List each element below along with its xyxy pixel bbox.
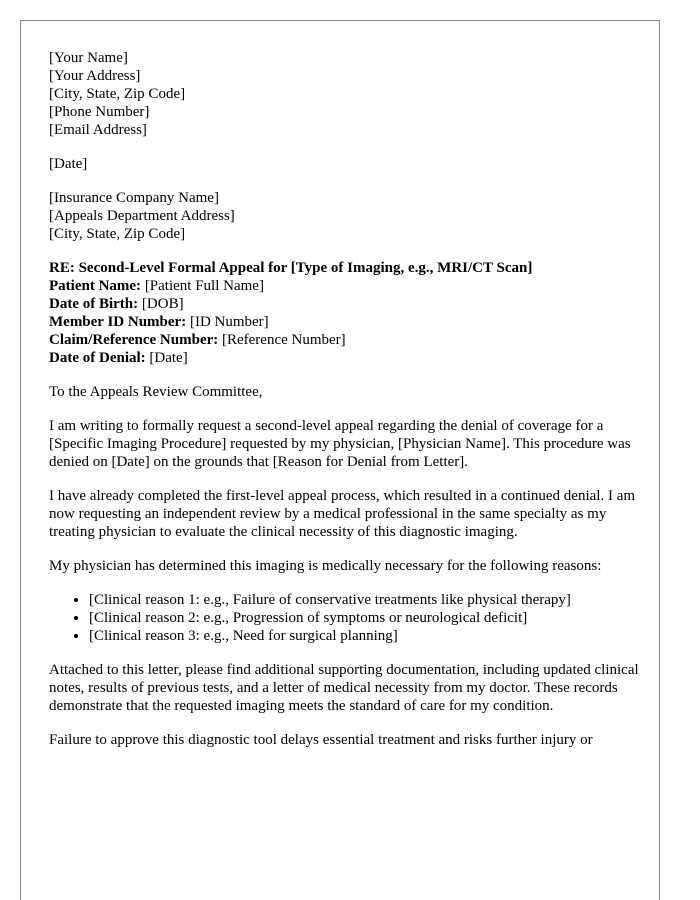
paragraph-first-level: I have already completed the first-level appeal process, which resulted in a continued denial. I am now requesting an independent review by a medical professional in the same specialty as my treating physician to evaluate the clinical necessity of this diagnostic imaging. [49, 488, 636, 540]
member-id-value: [ID Number] [186, 314, 269, 330]
dob-label: Date of Birth: [49, 296, 139, 312]
denial-date-line [49, 349, 639, 367]
dob-value: [DOB] [138, 296, 184, 312]
claim-value: [Reference Number] [218, 332, 346, 348]
letter-date: [Date] [49, 156, 88, 172]
re-subject: RE: Second-Level Formal Appeal for [Type of Imaging, e.g., MRI/CT Scan] [49, 260, 533, 276]
recipient-city-state-zip: [City, State, Zip Code] [49, 226, 186, 242]
letter-content [49, 49, 639, 765]
letter-page [20, 20, 660, 900]
paragraph-necessity: My physician has determined this imaging is medically necessary for the following reasons: [49, 558, 602, 574]
sender-city-state-zip: [City, State, Zip Code] [49, 86, 186, 102]
paragraph-request: I am writing to formally request a second-level appeal regarding the denial of coverage for a [Specific Imaging Procedure] requested by my physician, [Physician Name]. This procedure was denied on [Date] on the grounds that [Reason for Denial from Letter]. [49, 418, 631, 470]
clinical-reason-1: • [Clinical reason 1: e.g., Failure of conservative treatments like physical therapy] [89, 591, 639, 609]
date-block [49, 155, 639, 173]
denial-date-label: Date of Denial: [49, 350, 146, 366]
paragraph-failure: Failure to approve this diagnostic tool delays essential treatment and risks further injury or [49, 732, 593, 748]
patient-name-value: [Patient Full Name] [141, 278, 264, 294]
clinical-reason-2: • [Clinical reason 2: e.g., Progression of symptoms or neurological deficit] [89, 609, 639, 627]
claim-label: Claim/Reference Number: [49, 332, 219, 348]
recipient-company: [Insurance Company Name] [49, 190, 219, 206]
patient-name-label: Patient Name: [49, 278, 142, 294]
patient-name-line [49, 277, 639, 295]
clinical-reason-3: • [Clinical reason 3: e.g., Need for surgical planning] [89, 627, 639, 645]
denial-date-value: [Date] [145, 350, 188, 366]
clinical-reasons-list [49, 591, 639, 645]
recipient-block [49, 189, 639, 243]
salutation: To the Appeals Review Committee, [49, 384, 263, 400]
paragraph-attachments: Attached to this letter, please find additional supporting documentation, including updated clinical notes, results of previous tests, and a letter of medical necessity from my doctor. These records demonstrate that the requested imaging meets the standard of care for my condition. [49, 662, 639, 714]
sender-name: [Your Name] [49, 50, 128, 66]
dob-line [49, 295, 639, 313]
sender-block [49, 49, 639, 139]
sender-address: [Your Address] [49, 68, 141, 84]
member-id-line [49, 313, 639, 331]
re-block [49, 259, 639, 367]
sender-email: [Email Address] [49, 122, 147, 138]
recipient-address: [Appeals Department Address] [49, 208, 235, 224]
claim-line [49, 331, 639, 349]
member-id-label: Member ID Number: [49, 314, 187, 330]
sender-phone: [Phone Number] [49, 104, 150, 120]
